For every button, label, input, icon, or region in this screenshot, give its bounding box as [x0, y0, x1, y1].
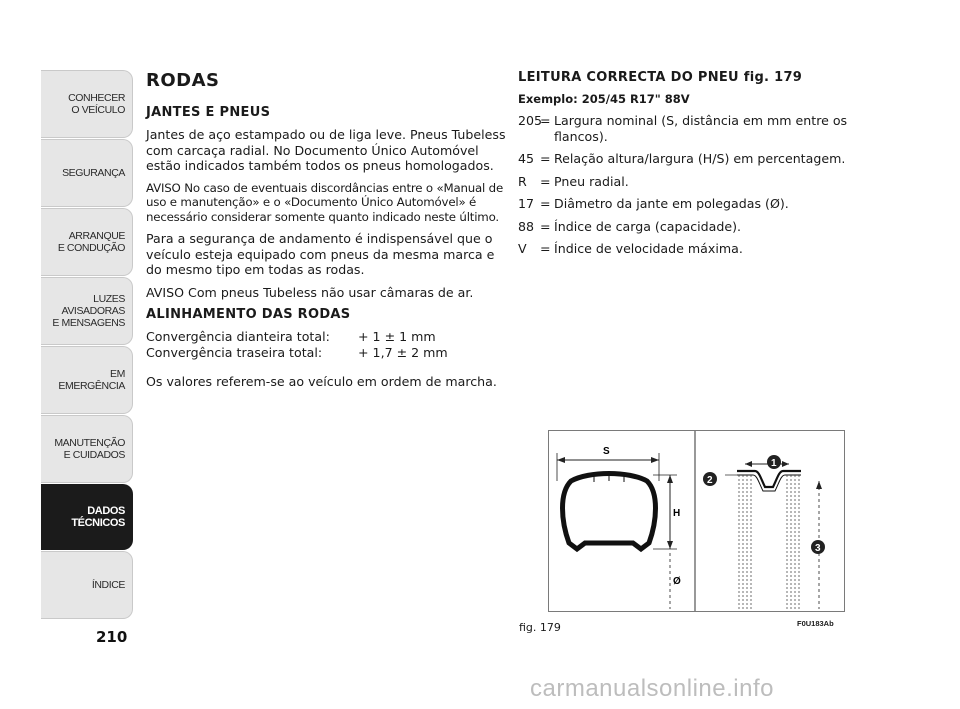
subsection-title: JANTES E PNEUS	[146, 105, 271, 120]
code-row: V = Índice de velocidade máxima.	[518, 241, 863, 257]
svg-text:3: 3	[815, 543, 821, 554]
figure-caption: fig. 179	[519, 621, 561, 634]
tyre-example: Exemplo: 205/45 R17" 88V	[518, 92, 690, 106]
code-row: 88 = Índice de carga (capacidade).	[518, 219, 863, 235]
code-row: 45 = Relação altura/largura (H/S) em percentagem.	[518, 151, 863, 167]
spec-label: Convergência traseira total:	[146, 344, 323, 360]
right-column	[518, 70, 863, 264]
code-desc: Índice de carga (capacidade).	[554, 218, 741, 234]
code-value: 88	[518, 218, 535, 234]
alignment-title: ALINHAMENTO DAS RODAS	[146, 307, 351, 322]
spec-row	[146, 345, 506, 361]
paragraph: Para a segurança de andamento é indispensável que o veículo esteja equipado com pneus da mesma marca e do mesmo tipo em todas as rodas.	[146, 231, 495, 277]
note-text: Os valores referem-se ao veículo em ordem de marcha.	[146, 374, 497, 389]
code-row: R = Pneu radial.	[518, 174, 863, 190]
left-column	[146, 70, 506, 397]
svg-text:1: 1	[771, 458, 777, 469]
watermark: carmanualsonline.info	[530, 675, 774, 702]
tyre-reading-title: LEITURA CORRECTA DO PNEU fig. 179	[518, 70, 803, 85]
code-value: R	[518, 173, 527, 189]
tab-arranque-e-conducao[interactable]: ARRANQUE E CONDUÇÃO	[41, 208, 133, 276]
code-desc: Largura nominal (S, distância em mm entre os flancos).	[554, 113, 848, 144]
page-number: 210	[96, 628, 128, 646]
tab-em-emergencia[interactable]: EM EMERGÊNCIA	[41, 346, 133, 414]
code-desc: Diâmetro da jante em polegadas (Ø).	[554, 196, 789, 211]
tab-conhecer-o-veiculo[interactable]: CONHECER O VEÍCULO	[41, 70, 133, 138]
code-value: V	[518, 241, 527, 256]
label-h: H	[673, 508, 681, 519]
label-diameter: Ø	[673, 576, 681, 587]
code-value: 17	[518, 196, 535, 211]
label-s: S	[603, 446, 610, 457]
spec-value: + 1 ± 1 mm	[358, 329, 436, 344]
spec-label: Convergência dianteira total:	[146, 329, 330, 344]
tab-dados-tecnicos[interactable]: DADOS TÉCNICOS	[41, 484, 133, 550]
code-desc: Relação altura/largura (H/S) em percentagem.	[554, 151, 846, 166]
code-row: 17 = Diâmetro da jante em polegadas (Ø).	[518, 196, 863, 212]
code-row: 205 = Largura nominal (S, distância em mm entre os flancos).	[518, 113, 863, 144]
tyre-diagram	[549, 431, 844, 611]
figure-code: F0U183Ab	[797, 619, 834, 628]
warning-paragraph: AVISO Com pneus Tubeless não usar câmaras de ar.	[146, 284, 474, 300]
paragraph: Jantes de aço estampado ou de liga leve. Pneus Tubeless com carcaça radial. No Documento Único Automóvel estão indicados também todos os pneus homologados.	[146, 127, 506, 173]
warning-paragraph: AVISO No caso de eventuais discordâncias entre o «Manual de uso e manutenção» e o «Documento Único Automóvel» é necessário considerar somente quanto indicado neste último.	[146, 180, 504, 224]
code-value: 45	[518, 151, 535, 166]
code-value: 205	[518, 113, 543, 128]
tab-indice[interactable]: ÍNDICE	[41, 551, 133, 619]
tyre-figure	[548, 430, 845, 612]
section-title: RODAS	[146, 70, 220, 91]
code-desc: Pneu radial.	[554, 173, 629, 189]
svg-text:2: 2	[707, 475, 713, 486]
spec-value: + 1,7 ± 2 mm	[358, 344, 448, 360]
tab-luzes-avisadoras[interactable]: LUZES AVISADORAS E MENSAGENS	[41, 277, 133, 345]
tab-manutencao-e-cuidados[interactable]: MANUTENÇÃO E CUIDADOS	[41, 415, 133, 483]
tab-seguranca[interactable]: SEGURANÇA	[41, 139, 133, 207]
code-desc: Índice de velocidade máxima.	[554, 241, 743, 256]
tyre-section	[563, 474, 656, 550]
spec-row	[146, 329, 506, 345]
